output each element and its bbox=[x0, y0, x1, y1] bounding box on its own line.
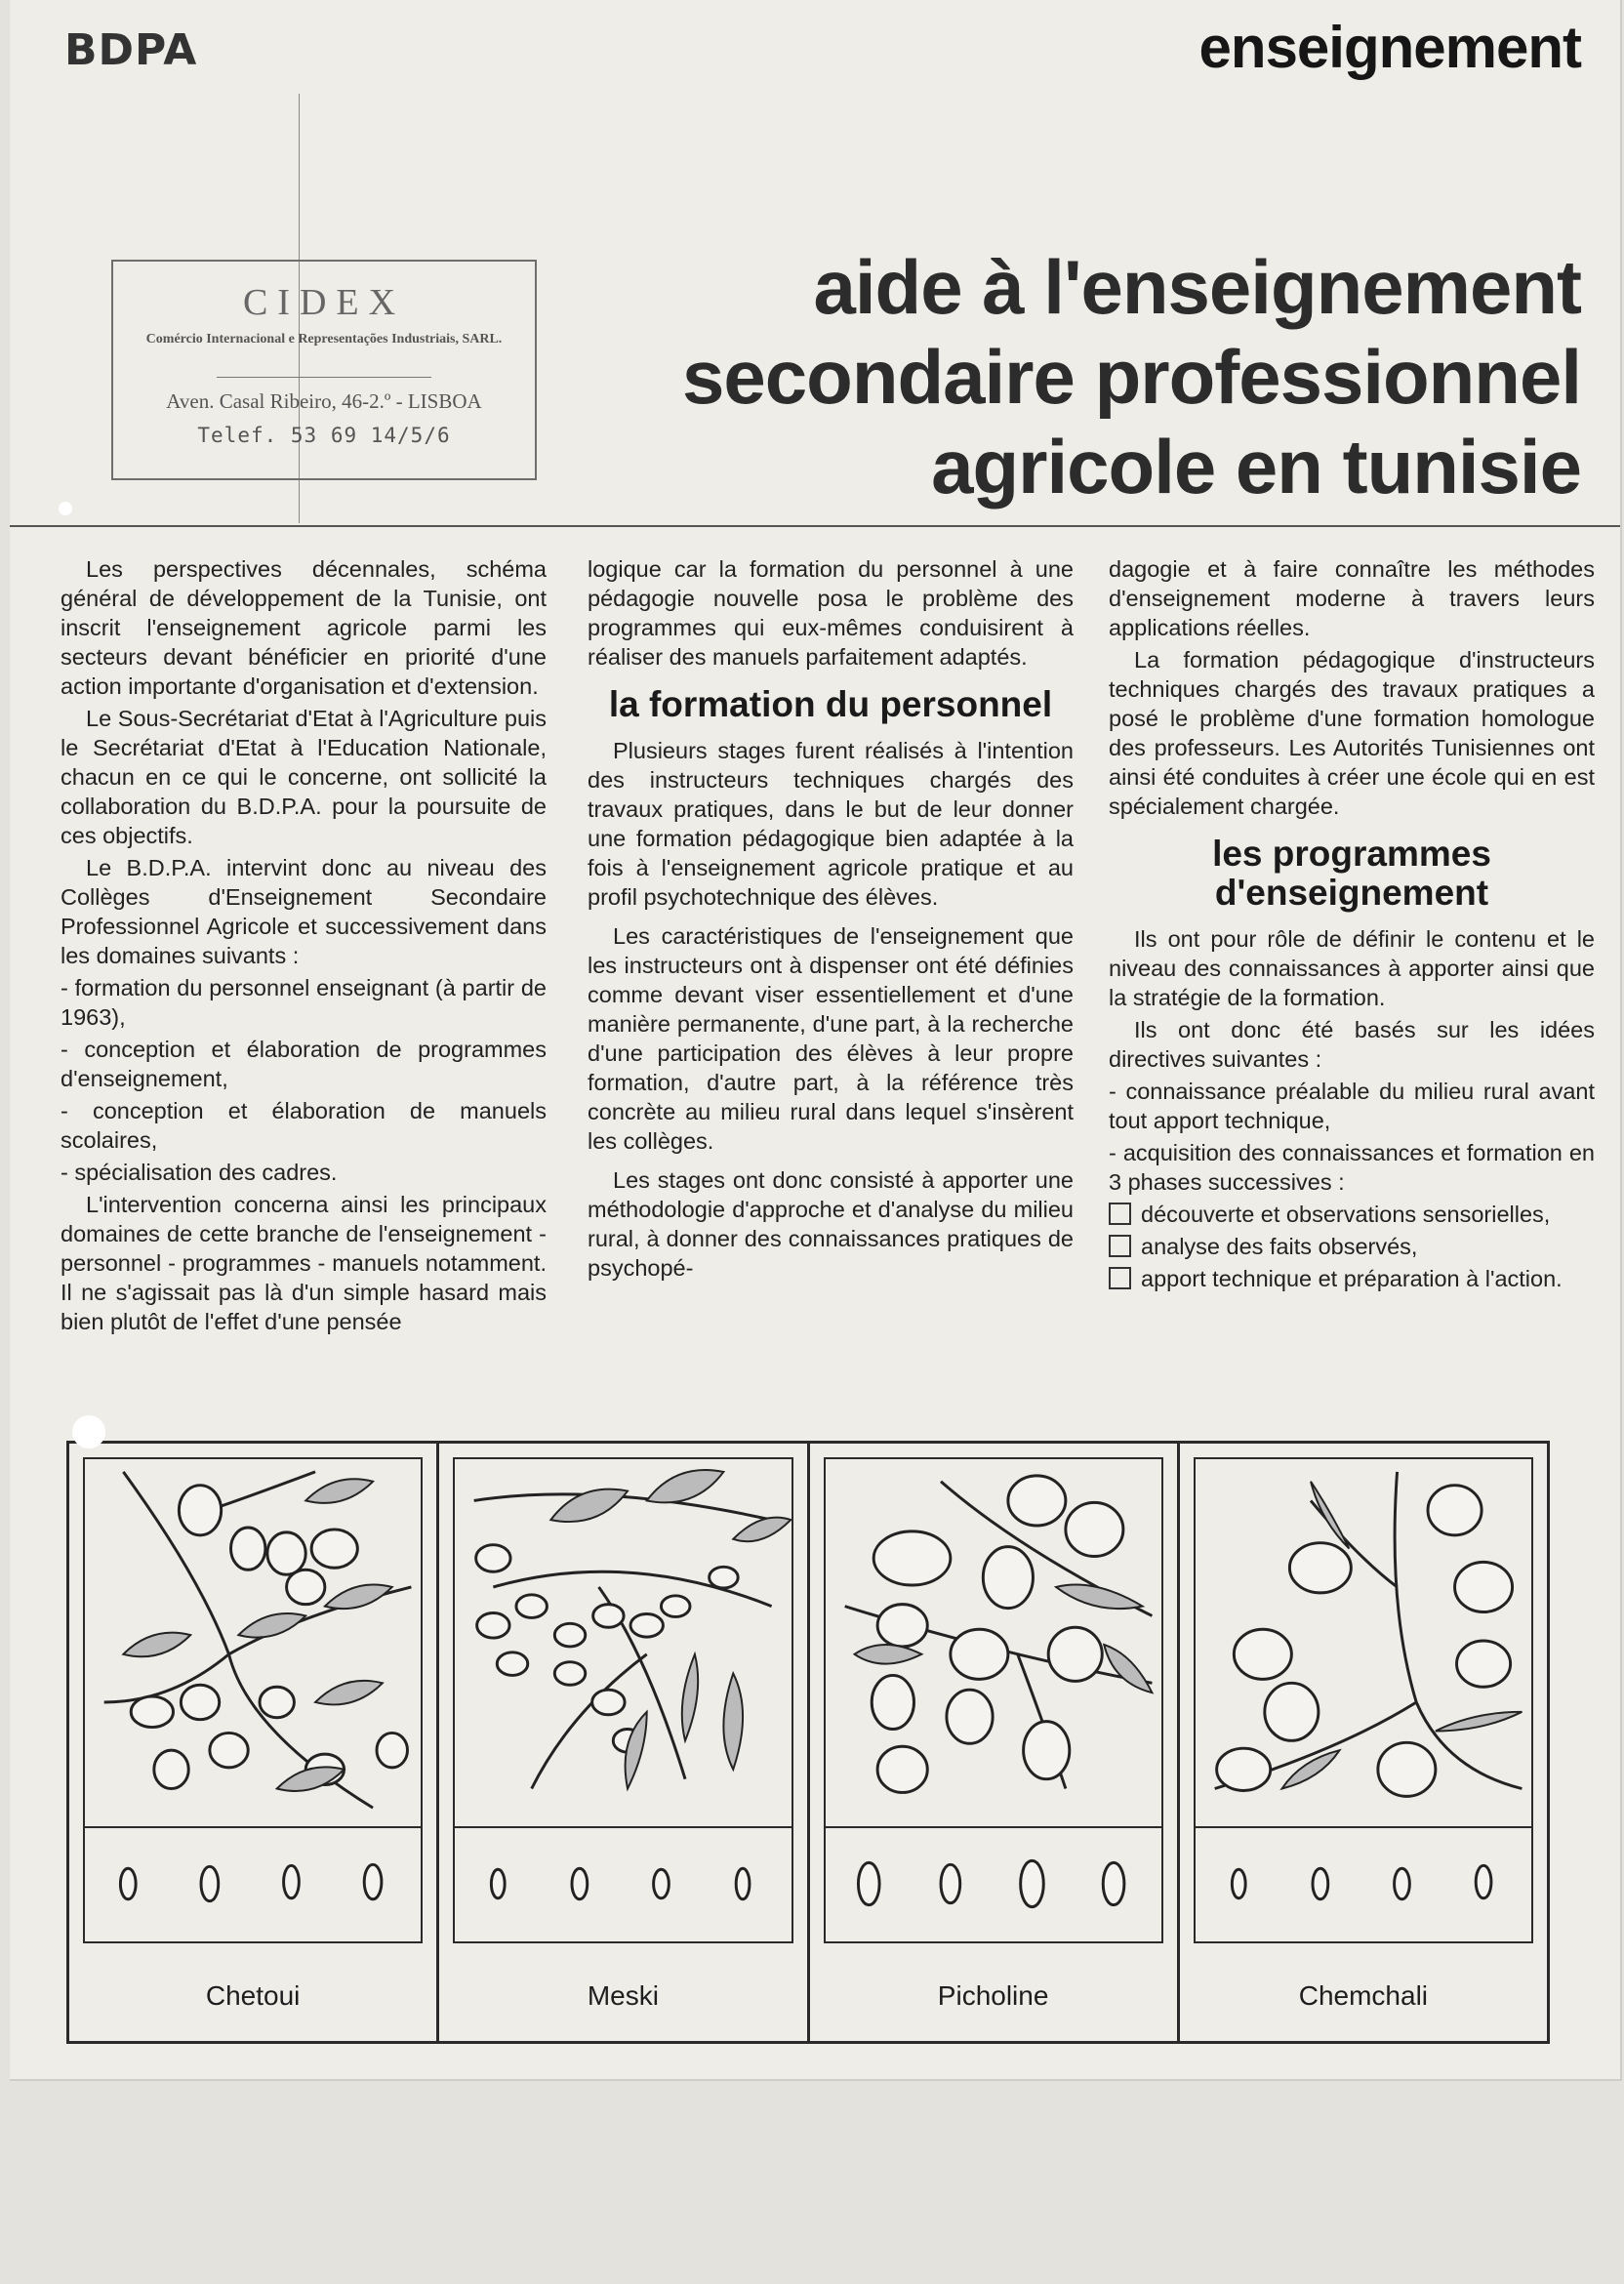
paragraph: Les perspectives décennales, schéma général de développement de la Tunisie, ont inscrit l'enseignement agricole parmi les secteurs devant bénéficier en priorité d'une action importante d'organisation et d'extension. bbox=[61, 556, 547, 699]
list-item: - conception et élaboration de programmes d'enseignement, bbox=[61, 1037, 547, 1091]
article-title bbox=[682, 242, 1581, 511]
illustration-frame bbox=[453, 1457, 792, 1943]
list-item: - spécialisation des cadres. bbox=[61, 1160, 338, 1185]
variety-panel-chemchali bbox=[1180, 1444, 1547, 2041]
punch-hole bbox=[72, 1415, 105, 1448]
olive-branch-icon bbox=[1196, 1459, 1531, 1828]
olive-branch-icon bbox=[826, 1459, 1161, 1828]
olive-pit-icon bbox=[1196, 1828, 1531, 1939]
stamp-divider bbox=[217, 377, 431, 378]
list-item: - conception et élaboration de manuels scolaires, bbox=[61, 1098, 547, 1153]
title-line-1: aide à l'enseignement bbox=[813, 244, 1581, 330]
paragraph: Plusieurs stages furent réalisés à l'intention des instructeurs techniques chargés des travaux pratiques, dans le but de leur donner une formation pédagogique bien adaptée à la fois à l'enseignement agricole pratique et au profil psychotechnique des élèves. bbox=[588, 738, 1074, 910]
section-heading: la formation du personnel bbox=[608, 684, 1053, 724]
paragraph: Les stages ont donc consisté à apporter une méthodologie d'approche et d'analyse du milieu rural, à donner des connaissances pratiques de psychopé- bbox=[588, 1167, 1074, 1281]
variety-panel-picholine bbox=[810, 1444, 1180, 2041]
checkbox-label: analyse des faits observés, bbox=[1141, 1234, 1418, 1259]
text-column-2 bbox=[588, 554, 1074, 1285]
list-item: - acquisition des connaissances et formation en 3 phases successives : bbox=[1109, 1140, 1595, 1195]
section-heading: les programmes d'enseignement bbox=[1212, 834, 1491, 913]
section-label: enseignement bbox=[1198, 15, 1581, 80]
variety-name: Meski bbox=[587, 1980, 659, 2011]
paragraph: logique car la formation du personnel à une pédagogie nouvelle posa le problème des programmes qui eux-mêmes conduisirent à réaliser des manuels parfaitement adaptés. bbox=[588, 556, 1074, 670]
paragraph: Les caractéristiques de l'enseignement que les instructeurs ont à dispenser ont été définies comme devant viser essentiellement et d'une manière permanente, d'une part, à la recherche d'une participation des élèves à leur propre formation, d'autre part, à la référence très concrète au milieu rural dans lequel s'insèrent les collèges. bbox=[588, 923, 1074, 1154]
variety-name: Chetoui bbox=[205, 1980, 301, 2011]
checkbox-icon bbox=[1109, 1235, 1131, 1257]
brand-logo: BDPA bbox=[64, 25, 198, 75]
olive-pit-icon bbox=[455, 1828, 791, 1939]
checkbox-label: apport technique et préparation à l'action. bbox=[1141, 1266, 1563, 1291]
paper-blemish bbox=[59, 502, 72, 515]
variety-panel-meski bbox=[439, 1444, 809, 2041]
text-column-3 bbox=[1109, 554, 1595, 1296]
illustration-frame bbox=[1194, 1457, 1533, 1943]
list-item: - formation du personnel enseignant (à partir de 1963), bbox=[61, 975, 547, 1030]
paragraph: Ils ont donc été basés sur les idées directives suivantes : bbox=[1109, 1017, 1595, 1072]
title-line-2: secondaire professionnel bbox=[682, 334, 1581, 420]
stamp-description: Comércio Internacional e Representações Industriais, SARL. bbox=[145, 332, 503, 347]
list-item: - connaissance préalable du milieu rural avant tout apport technique, bbox=[1109, 1079, 1595, 1133]
checkbox-item bbox=[1109, 1264, 1595, 1293]
title-divider bbox=[10, 525, 1620, 527]
variety-name: Chemchali bbox=[1298, 1980, 1429, 2011]
olive-varieties-figure bbox=[66, 1441, 1550, 2044]
document-page bbox=[10, 0, 1622, 2081]
paragraph: Le B.D.P.A. intervint donc au niveau des Collèges d'Enseignement Secondaire Professionnel Agricole et successivement dans les domaines suivants : bbox=[61, 855, 547, 968]
olive-branch-icon bbox=[85, 1459, 421, 1828]
variety-name: Picholine bbox=[937, 1980, 1049, 2011]
olive-pit-icon bbox=[85, 1828, 421, 1939]
paragraph: Ils ont pour rôle de définir le contenu et le niveau des connaissances à apporter ainsi que la stratégie de la formation. bbox=[1109, 926, 1595, 1010]
checkbox-item bbox=[1109, 1232, 1595, 1261]
olive-pit-icon bbox=[826, 1828, 1161, 1939]
checkbox-icon bbox=[1109, 1203, 1131, 1225]
variety-panel-chetoui bbox=[69, 1444, 439, 2041]
olive-branch-icon bbox=[455, 1459, 791, 1828]
paragraph: dagogie et à faire connaître les méthodes d'enseignement moderne à travers leurs applications réelles. bbox=[1109, 556, 1595, 640]
stamp-name: CIDEX bbox=[242, 282, 406, 323]
paragraph: La formation pédagogique d'instructeurs techniques chargés des travaux pratiques a posé le problème d'une formation homologue des professeurs. Les Autorités Tunisiennes ont ainsi été conduites à créer une école qui en est spécialement chargée. bbox=[1109, 647, 1595, 819]
stamp-telephone: Telef. 53 69 14/5/6 bbox=[197, 424, 451, 447]
text-column-1 bbox=[61, 554, 547, 1339]
cidex-stamp bbox=[111, 260, 537, 480]
paragraph: L'intervention concerna ainsi les principaux domaines de cette branche de l'enseignement - personnel - programmes - manuels notamment. Il ne s'agissait pas là d'un simple hasard mais bien plutôt de l'effet d'une pensée bbox=[61, 1192, 547, 1334]
checkbox-label: découverte et observations sensorielles, bbox=[1141, 1202, 1551, 1227]
checkbox-icon bbox=[1109, 1267, 1131, 1289]
checkbox-item bbox=[1109, 1200, 1595, 1229]
stamp-address: Aven. Casal Ribeiro, 46-2.º - LISBOA bbox=[166, 389, 482, 413]
illustration-frame bbox=[824, 1457, 1163, 1943]
illustration-frame bbox=[83, 1457, 423, 1943]
title-line-3: agricole en tunisie bbox=[931, 424, 1581, 510]
paragraph: Le Sous-Secrétariat d'Etat à l'Agriculture puis le Secrétariat d'Etat à l'Education Nationale, chacun en ce qui le concerne, ont sollicité la collaboration du B.D.P.A. pour la poursuite de ces objectifs. bbox=[61, 706, 547, 848]
